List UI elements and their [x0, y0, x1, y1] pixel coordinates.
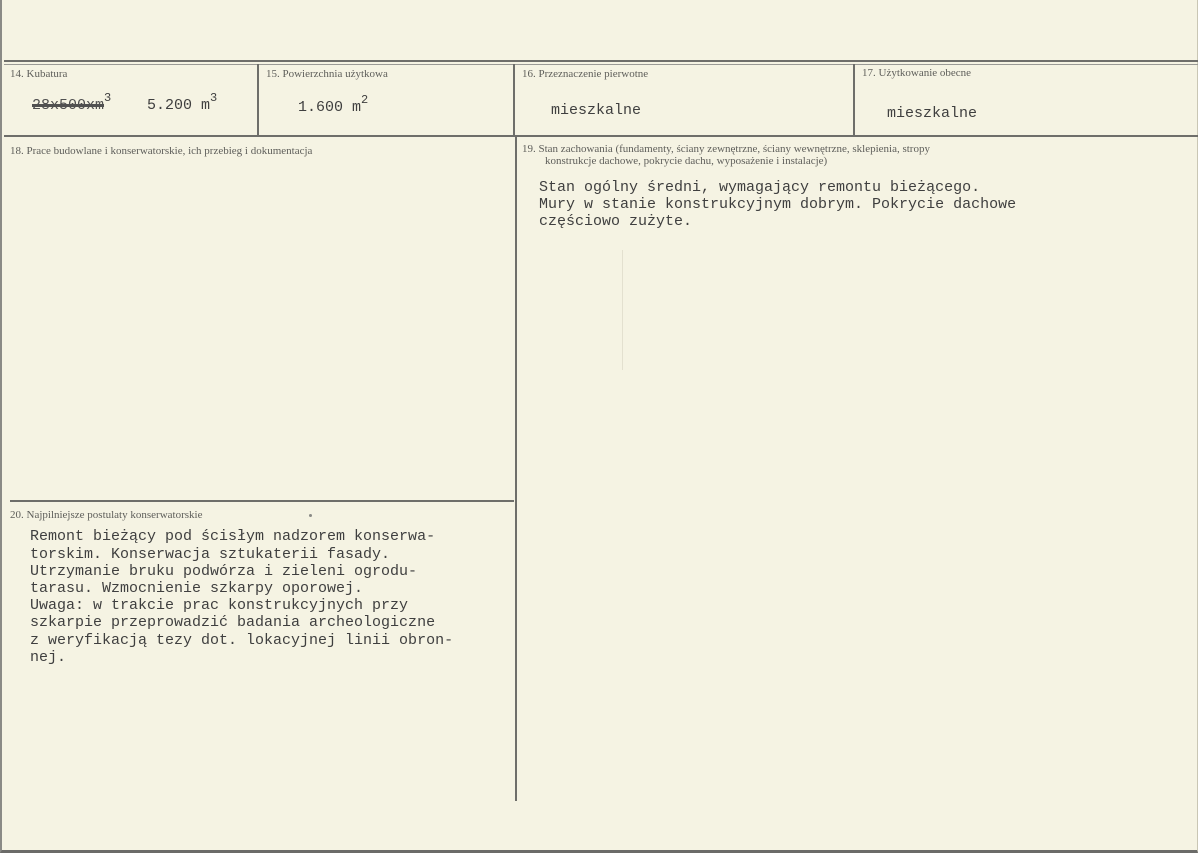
top-rule [4, 60, 1198, 62]
stray-mark [309, 514, 312, 517]
row1-bottom-rule [4, 135, 1198, 137]
field-17-label: 17. Użytkowanie obecne [862, 67, 972, 79]
divider-15-16 [513, 64, 515, 136]
field-20-line-3: Utrzymanie bruku podwórza i zieleni ogrodu- [30, 563, 418, 580]
area-value: 1.600 m [298, 99, 362, 116]
struck-value-text: 28x500xm [32, 97, 105, 114]
field-15-label: 15. Powierzchnia użytkowa [266, 68, 388, 80]
divider-16-17 [853, 64, 855, 136]
field-20-line-6: szkarpie przeprowadzić badania archeologiczne [30, 614, 436, 631]
kubatura-exponent: 3 [210, 91, 218, 105]
field-16-label: 16. Przeznaczenie pierwotne [522, 68, 649, 80]
faint-mark [622, 250, 623, 370]
field-20-line-7: z weryfikacją tezy dot. lokacyjnej linii obron- [30, 632, 454, 649]
divider-18-20 [10, 500, 514, 502]
struck-value-exponent: 3 [104, 91, 112, 105]
field-19-line-3: częściowo zużyte. [539, 213, 693, 230]
field-20-line-1: Remont bieżący pod ścisłym nadzorem konserwa- [30, 528, 436, 545]
field-20-line-4: tarasu. Wzmocnienie szkarpy oporowej. [30, 580, 364, 597]
field-14-value [147, 91, 218, 115]
field-20-line-2: torskim. Konserwacja sztukaterii fasady. [30, 546, 391, 563]
field-16-value: mieszkalne [551, 102, 642, 119]
field-17-value: mieszkalne [887, 105, 978, 122]
field-20-line-8: nej. [30, 649, 67, 666]
field-14-struck-value [32, 91, 112, 115]
field-20-label: 20. Najpilniejsze postulaty konserwatorskie [10, 509, 203, 521]
field-18-label: 18. Prace budowlane i konserwatorskie, ich przebieg i dokumentacja [10, 145, 313, 157]
field-19-label-line1: 19. Stan zachowania (fundamenty, ściany zewnętrzne, ściany wewnętrzne, sklepienia, stropy [522, 143, 930, 155]
kubatura-value: 5.200 m [147, 97, 211, 114]
area-exponent: 2 [361, 93, 369, 107]
field-14-label: 14. Kubatura [10, 68, 68, 80]
top-rule-inner [4, 64, 1198, 65]
divider-18-19 [515, 136, 517, 801]
field-19-label-line2: konstrukcje dachowe, pokrycie dachu, wyposażenie i instalacje) [545, 155, 828, 167]
field-15-value [298, 93, 369, 117]
field-19-line-2: Mury w stanie konstrukcyjnym dobrym. Pokrycie dachowe [539, 196, 1017, 213]
field-19-line-1: Stan ogólny średni, wymagający remontu bieżącego. [539, 179, 981, 196]
divider-14-15 [257, 64, 259, 136]
field-20-line-5: Uwaga: w trakcie prac konstrukcyjnych przy [30, 597, 409, 614]
